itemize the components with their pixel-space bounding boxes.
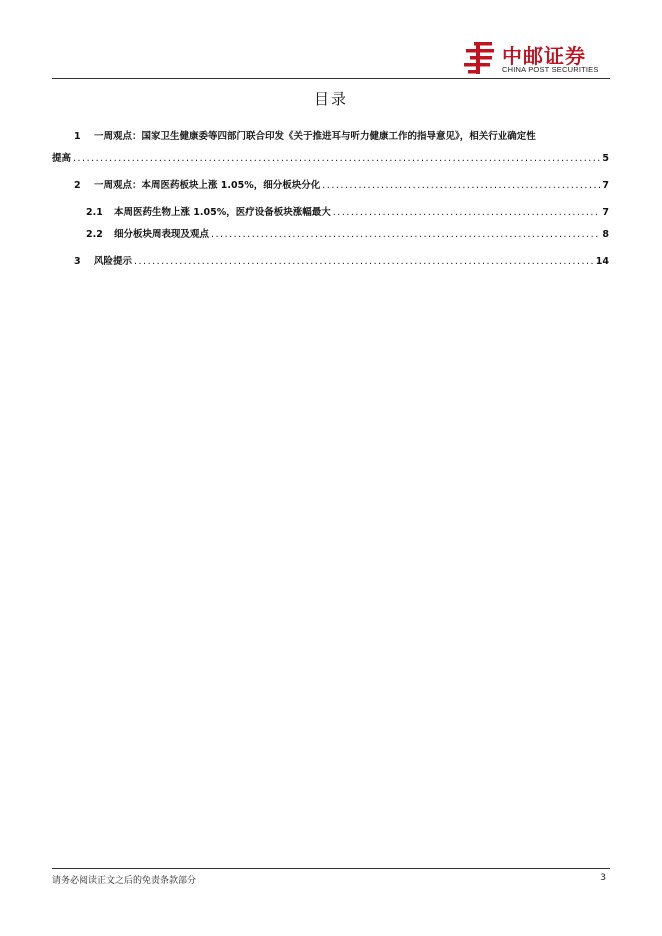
toc-entry-number: 2.2 bbox=[86, 229, 103, 240]
toc-entry-text: 风险提示 bbox=[94, 256, 133, 267]
footer-divider bbox=[52, 868, 610, 869]
toc-entry-2[interactable] bbox=[74, 177, 609, 191]
toc-entry-page: 7 bbox=[602, 180, 609, 191]
toc-entry-text-continued: 提高 bbox=[52, 153, 72, 164]
brand-name-en: CHINA POST SECURITIES bbox=[502, 65, 599, 74]
toc-entry-number: 2 bbox=[74, 180, 81, 191]
toc-title: 目录 bbox=[313, 90, 348, 108]
toc-entry-2-1[interactable] bbox=[86, 204, 609, 218]
toc-entry-1-line1[interactable] bbox=[74, 128, 536, 142]
toc-entry-number: 1 bbox=[74, 131, 81, 142]
footer-disclaimer: 请务必阅读正文之后的免责条款部分 bbox=[52, 876, 197, 886]
footer-page-number: 3 bbox=[600, 873, 606, 883]
toc-leader-dots bbox=[134, 256, 594, 267]
brand-name-cn: 中邮证券 bbox=[502, 44, 586, 68]
toc-entry-1-line2[interactable] bbox=[52, 150, 609, 164]
toc-leader-dots bbox=[73, 153, 600, 164]
toc-leader-dots bbox=[322, 180, 600, 191]
china-post-logo-icon bbox=[462, 40, 498, 76]
toc-entry-number: 3 bbox=[74, 256, 81, 267]
toc-entry-page: 7 bbox=[602, 207, 609, 218]
toc-entry-3[interactable] bbox=[74, 253, 609, 267]
toc-entry-2-2[interactable] bbox=[86, 226, 609, 240]
toc-entry-text: 本周医药生物上涨 1.05%，医疗设备板块涨幅最大 bbox=[114, 207, 331, 218]
brand-logo bbox=[462, 40, 612, 76]
header-divider bbox=[52, 78, 610, 79]
toc-entry-text: 细分板块周表现及观点 bbox=[114, 229, 210, 240]
toc-entry-text: 一周观点：本周医药板块上涨 1.05%，细分板块分化 bbox=[94, 180, 321, 191]
toc-entry-page: 5 bbox=[602, 153, 609, 164]
toc-entry-number: 2.1 bbox=[86, 207, 103, 218]
toc-entry-page: 8 bbox=[602, 229, 609, 240]
toc-entry-page: 14 bbox=[595, 256, 609, 267]
toc-leader-dots bbox=[333, 207, 601, 218]
toc-entry-text: 一周观点：国家卫生健康委等四部门联合印发《关于推进耳与听力健康工作的指导意见》，相关行业确定性 bbox=[94, 131, 536, 142]
toc-leader-dots bbox=[211, 229, 600, 240]
